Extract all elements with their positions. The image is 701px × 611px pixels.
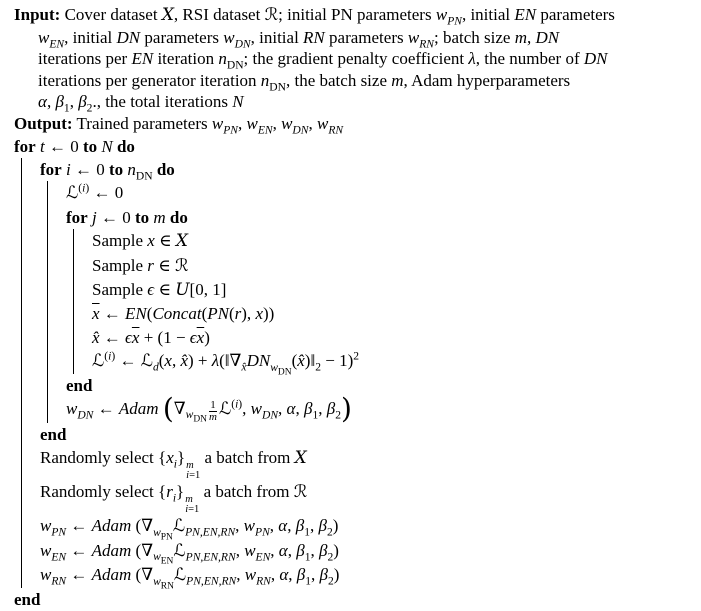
- block-indent-rule: [47, 349, 66, 373]
- sample-epsilon: Sample ϵ ∈ U[0, 1]: [92, 280, 227, 300]
- wen-adam-update: $w_{EN}$ ← Adam ($\nabla_{w_{EN}}ℒ_{PN,EN,RN}$, $w_{EN}$, α, $\beta_1$, $\beta_2$): [40, 540, 339, 567]
- block-indent-rule: [21, 349, 40, 373]
- block-indent-rule: [73, 326, 92, 349]
- block-indent-rule: [73, 302, 92, 325]
- block-indent-rule: [47, 229, 66, 253]
- xbar-assign: $\overline{x}$ ← EN(Concat(PN(r), x)): [92, 304, 275, 324]
- sample-x: Sample x ∈ X: [92, 231, 188, 252]
- block-indent-rule: [21, 423, 40, 446]
- algorithm-line: [14, 480, 701, 514]
- block-indent-rule: [21, 446, 40, 480]
- input-line-3: iterations per EN iteration $n_{DN}$; the gradient penalty coefficient λ, the number of DN: [38, 49, 608, 72]
- block-indent-rule: [21, 480, 40, 514]
- algorithm-line: [14, 446, 701, 480]
- input-line-2: $w_{EN}$, initial DN parameters $w_{DN}$, initial RN parameters $w_{RN}$; batch size m, DN: [38, 27, 560, 50]
- algorithm-line: [14, 326, 701, 349]
- block-indent-rule: [21, 229, 40, 253]
- block-indent-rule: [21, 181, 40, 205]
- block-indent-rule: [47, 374, 66, 397]
- algorithm-line: [14, 302, 701, 325]
- algorithm-line: [14, 349, 701, 377]
- algorithm-body: [14, 135, 701, 611]
- loss-init: ℒ$^{(i)}$ ← 0: [66, 181, 124, 204]
- block-indent-rule: [21, 397, 40, 423]
- block-indent-rule: [21, 302, 40, 325]
- for-t-loop: for t ← 0 to N do: [14, 136, 135, 156]
- output-line: Output: Trained parameters $w_{PN}$, $w_{EN}$, $w_{DN}$, $w_{RN}$: [14, 113, 344, 137]
- algorithm-line: [14, 563, 701, 591]
- algorithm-line: [14, 539, 701, 567]
- select-x-batch: Randomly select $\{x_i\}$ m i=1 a batch from X: [40, 448, 307, 481]
- xhat-assign: x̂ ← $\epsilon\overline{x} + (1 - \epsilon\overline{x})$: [92, 327, 210, 347]
- algorithm-line: [14, 392, 701, 426]
- for-i-loop: for i ← 0 to $n_{DN}$ do: [40, 159, 175, 183]
- algorithm-line: [14, 229, 701, 253]
- wpn-adam-update: $w_{PN}$ ← Adam ($\nabla_{w_{PN}}ℒ_{PN,EN,RN}$, $w_{PN}$, α, $\beta_1$, $\beta_2$): [40, 516, 339, 543]
- block-indent-rule: [47, 278, 66, 302]
- input-line-1: Input: Cover dataset X, RSI dataset ℛ; initial PN parameters $w_{PN}$, initial EN parameters: [14, 5, 615, 28]
- end-for-i: end: [40, 425, 67, 445]
- block-indent-rule: [47, 206, 66, 229]
- for-j-loop: for j ← 0 to m do: [66, 207, 188, 227]
- block-indent-rule: [73, 254, 92, 278]
- block-indent-rule: [21, 514, 40, 538]
- algorithm-header: [14, 4, 701, 135]
- algorithm-line: [14, 423, 701, 446]
- end-for-t: end: [14, 589, 41, 609]
- block-indent-rule: [47, 302, 66, 325]
- algorithm-line: [14, 181, 701, 205]
- block-indent-rule: [73, 278, 92, 302]
- algorithm-line: [14, 374, 701, 397]
- algorithm-line: [14, 514, 701, 543]
- loss-update: ℒ$^{(i)}$ ← ℒ$_d$(x, x̂) + $\lambda(‖\nabla_{x̂}DN_{w_{DN}}(x̂)‖_2 - 1)^2$: [92, 349, 360, 377]
- block-indent-rule: [21, 206, 40, 229]
- block-indent-rule: [21, 254, 40, 278]
- algorithm-line: [14, 158, 701, 181]
- sample-r: Sample r ∈ ℛ: [92, 255, 189, 276]
- input-line-4: iterations per generator iteration $n_{DN}$, the batch size m, Adam hyperparameters: [38, 70, 571, 94]
- block-indent-rule: [21, 539, 40, 563]
- block-indent-rule: [21, 158, 40, 181]
- block-indent-rule: [47, 181, 66, 205]
- block-indent-rule: [47, 326, 66, 349]
- block-indent-rule: [21, 374, 40, 397]
- block-indent-rule: [21, 563, 40, 587]
- end-for-j: end: [66, 375, 93, 395]
- algorithm-line: [14, 254, 701, 278]
- algorithm-line: [14, 206, 701, 229]
- input-line-5: α, $\beta_1$, $\beta_2$., the total iterations N: [38, 92, 244, 115]
- block-indent-rule: [47, 254, 66, 278]
- algorithm-line: [14, 135, 701, 158]
- algorithm-line: [14, 588, 701, 611]
- block-indent-rule: [73, 229, 92, 253]
- block-indent-rule: [73, 349, 92, 373]
- select-r-batch: Randomly select $\{r_i\}$ m i=1 a batch from ℛ: [40, 482, 308, 515]
- block-indent-rule: [21, 278, 40, 302]
- block-indent-rule: [21, 326, 40, 349]
- wrn-adam-update: $w_{RN}$ ← Adam ($\nabla_{w_{RN}}ℒ_{PN,EN,RN}$, $w_{RN}$, α, $\beta_1$, $\beta_2$): [40, 565, 340, 591]
- algorithm-line: [14, 278, 701, 302]
- block-indent-rule: [47, 397, 66, 423]
- wdn-adam-update: $w_{DN}$ ← Adam ($\nabla_{w_{DN}}$ $\frac{1}{m}$ ℒ$^{(i)}$, $w_{DN}$, α, $\beta_1$, $\beta_2$): [66, 392, 352, 426]
